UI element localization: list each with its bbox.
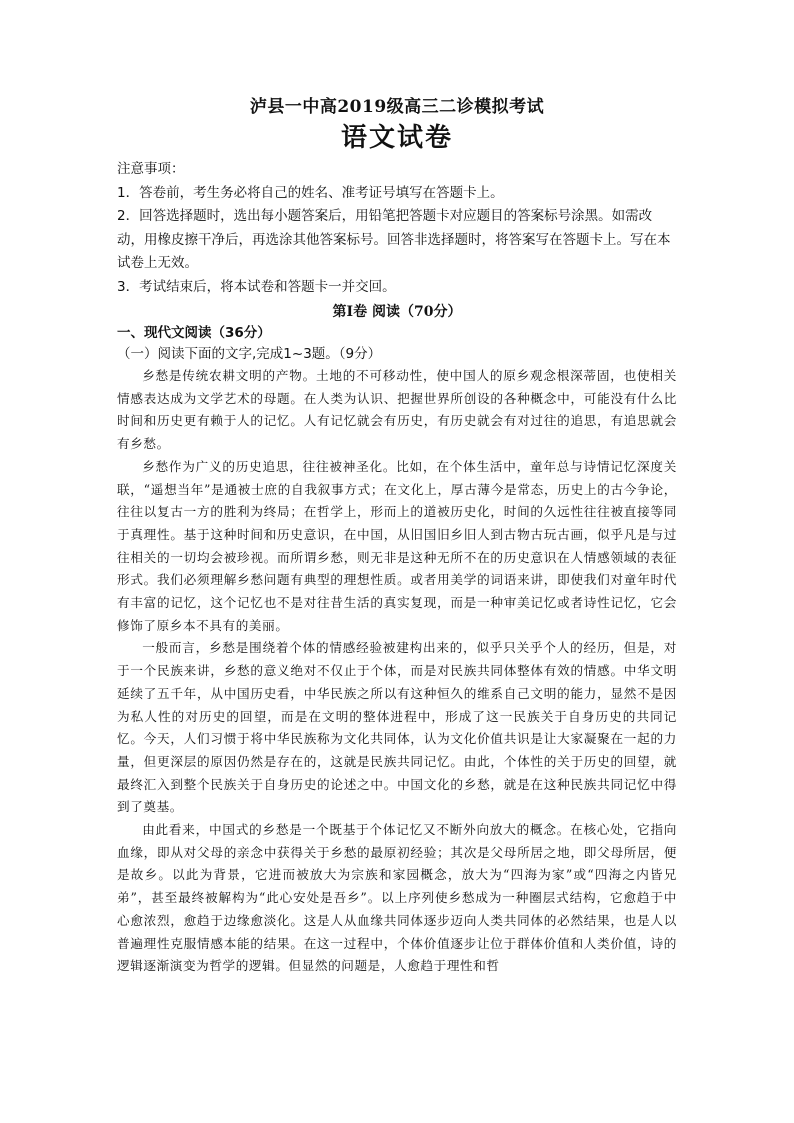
passage-paragraph: 乡愁作为广义的历史追思，往往被神圣化。比如，在个体生活中，童年总与诗情记忆深度关联，“遥想当年”是通被士庶的自我叙事方式；在文化上，厚古薄今是常态，历史上的古今争论，往往以复古一方的胜利为终局；在哲学上，形而上的道被历史化，时间的久远性往往被直接等同于真理性。基于这种时间和历史意识，在中国，从旧国旧乡旧人到古物古玩古画，似乎凡是与过往相关的一切均会被珍视。而所谓乡愁，则无非是这种无所不在的历史意识在人情感领域的表征形式。我们必须理解乡愁问题有典型的理想性质。或者用美学的词语来讲，即使我们对童年时代有丰富的记忆，这个记忆也不是对往昔生活的真实复现，而是一种审美记忆或者诗性记忆，它会修饰了原乡本不具有的美丽。	[117, 458, 677, 633]
section-heading: 第Ⅰ卷 阅读（70分）	[332, 304, 462, 320]
instructions	[117, 158, 677, 299]
passage-paragraph: 由此看来，中国式的乡愁是一个既基于个体记忆又不断外向放大的概念。在核心处，它指向血缘，即从对父母的亲念中获得关于乡愁的最原初经验；其次是父母所居之地，即父母所居，便是故乡。以此为背景，它进而被放大为宗族和家园概念，放大为“四海为家”或“四海之内皆兄弟”，甚至最终被解构为“此心安处是吾乡”。以上序列使乡愁成为一种圈层式结构，它愈趋于中心愈浓烈，愈趋于边缘愈淡化。这是人从血缘共同体逐步迈向人类共同体的必然结果，也是人以普遍理性克服情感本能的结果。在这一过程中，个体价值逐步让位于群体价值和人类价值，诗的逻辑逐渐演变为哲学的逻辑。但显然的问题是，人愈趋于理性和哲	[117, 822, 677, 974]
passage-paragraph: 乡愁是传统农耕文明的产物。土地的不可移动性，使中国人的原乡观念根深蒂固，也使相关情感表达成为文学艺术的母题。在人类为认识、把握世界所创设的各种概念中，可能没有什么比时间和历史更有赖于人的记忆。人有记忆就会有历史，有历史就会有对过往的追思，有追思就会有乡愁。	[117, 368, 677, 452]
instructions-heading: 注意事项：	[117, 161, 185, 177]
exam-title: 泸县一中高2019级高三二诊模拟考试	[249, 97, 545, 117]
instruction-item: 3．考试结束后，将本试卷和答题卡一并交回。	[117, 278, 396, 295]
subject-title: 语文试卷	[340, 123, 453, 153]
instruction-item: 2．回答选择题时，选出每小题答案后，用铅笔把答题卡对应题目的答案标号涂黑。如需改动，用橡皮擦干净后，再选涂其他答案标号。回答非选择题时，将答案写在答题卡上。写在本试卷上无效。	[117, 208, 671, 271]
part-title: 一、现代文阅读（36分）	[117, 325, 271, 341]
passage-paragraph: 一般而言，乡愁是围绕着个体的情感经验被建构出来的，似乎只关乎个人的经历，但是，对于一个民族来讲，乡愁的意义绝对不仅止于个体，而是对民族共同体整体有效的情感。中华文明延续了五千年，从中国历史看，中华民族之所以有这种恒久的维系自己文明的能力，显然不是因为私人性的对历史的回望，而是在文明的整体进程中，形成了这一民族关于自身历史的共同记忆。今天，人们习惯于将中华民族称为文化共同体，认为文化价值共识是让大家凝聚在一起的力量，但更深层的原因仍然是存在的，这就是民族共同记忆。由此，个体性的关于历史的回望，就最终汇入到整个民族关于自身历史的论述之中。中国文化的乡愁，就是在这种民族共同记忆中得到了奠基。	[117, 640, 677, 815]
exam-page	[117, 96, 677, 978]
sub-title: （一）阅读下面的文字,完成1~3题。（9分）	[117, 346, 382, 362]
instruction-item: 1．答卷前，考生务必将自己的姓名、准考证号填写在答题卡上。	[117, 184, 504, 201]
reading-passage	[117, 365, 677, 978]
